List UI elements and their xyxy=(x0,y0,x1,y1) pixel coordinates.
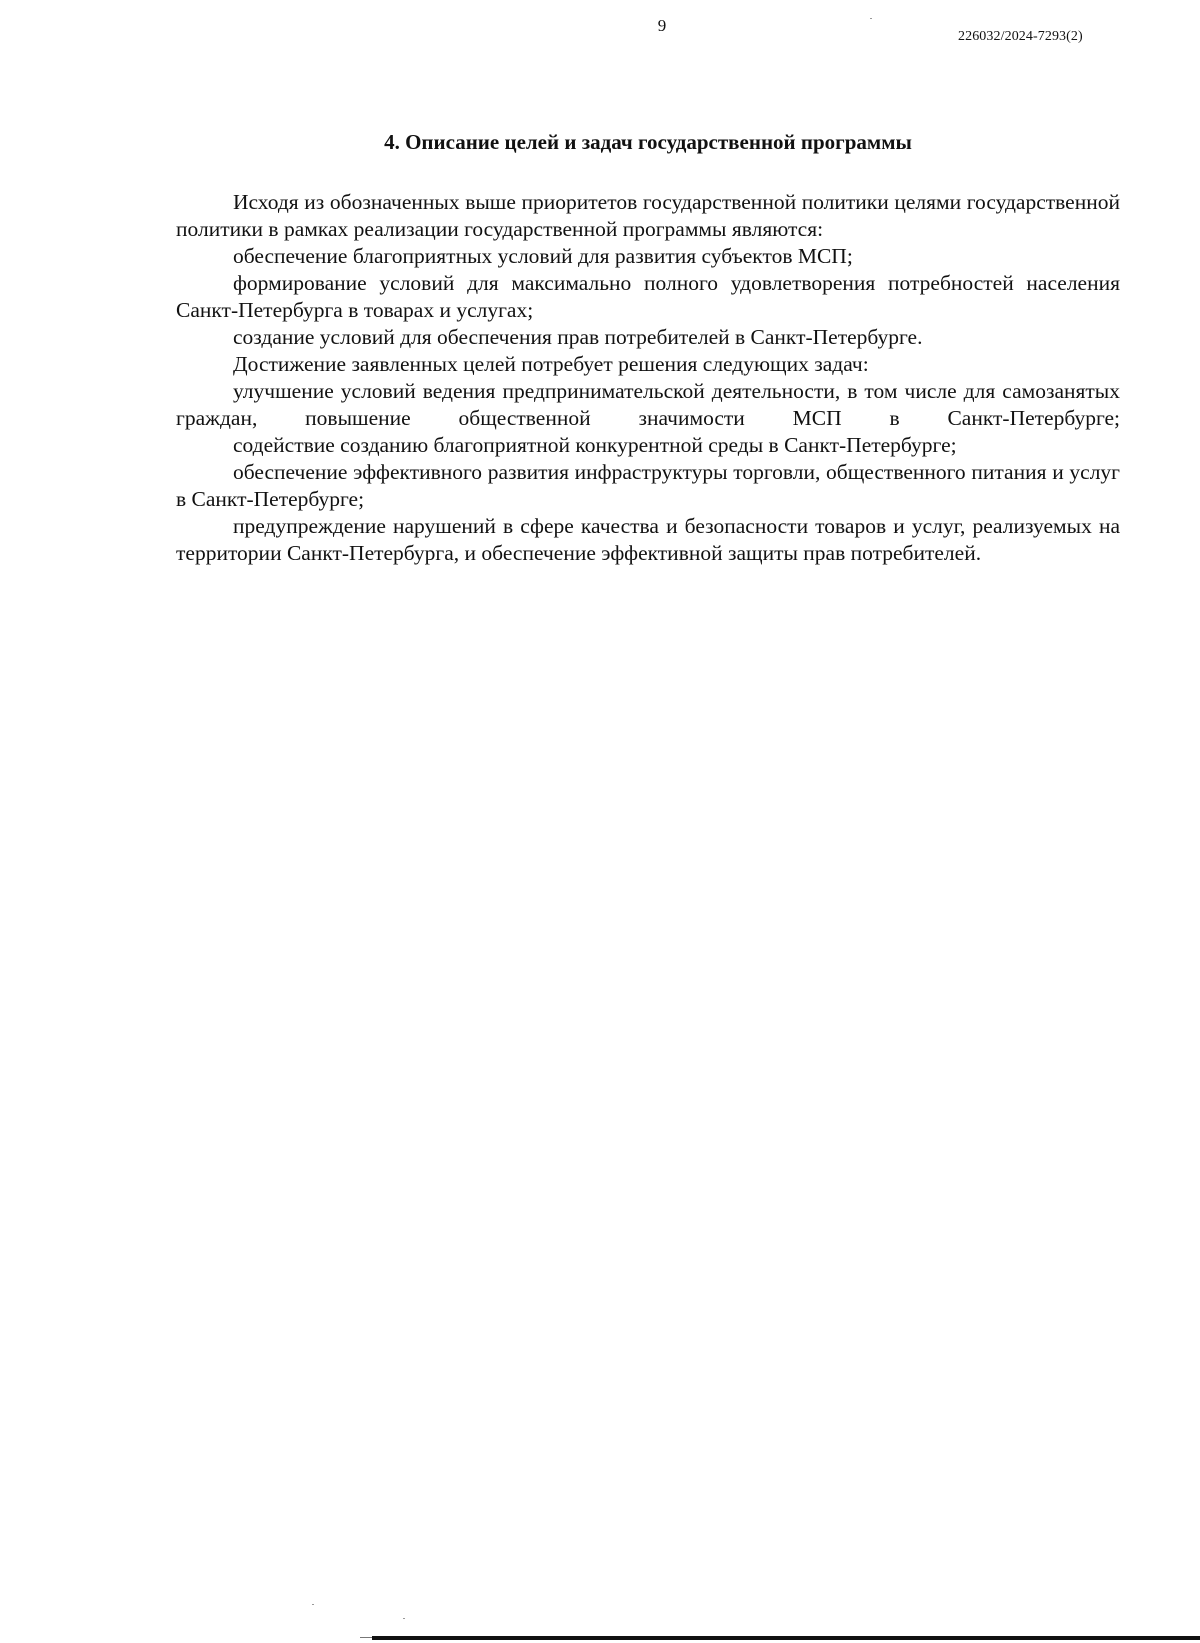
scan-speck xyxy=(870,18,872,19)
paragraph-task-4: предупреждение нарушений в сфере качества и безопасности товаров и услуг, реализуемых на территории Санкт-Петербурга, и обеспечение эффективной защиты прав потребителей. xyxy=(176,514,1120,565)
scan-edge-line xyxy=(372,1636,1200,1640)
section-body xyxy=(176,189,1120,567)
scan-speck xyxy=(312,1604,314,1605)
paragraph-tasks-intro: Достижение заявленных целей потребует решения следующих задач: xyxy=(233,352,869,376)
document-id: 226032/2024-7293(2) xyxy=(958,29,1083,44)
paragraph-task-2: содействие созданию благоприятной конкурентной среды в Санкт-Петербурге; xyxy=(233,433,957,457)
scan-speck xyxy=(403,1618,405,1619)
paragraph-task-1: улучшение условий ведения предпринимательской деятельности, в том числе для самозанятых граждан, повышение общественной значимости МСП в Санкт-Петербурге; xyxy=(176,379,1120,430)
section-heading: 4. Описание целей и задач государственной программы xyxy=(384,130,912,154)
paragraph-goal-1: обеспечение благоприятных условий для развития субъектов МСП; xyxy=(233,244,853,268)
paragraph-goals-intro: Исходя из обозначенных выше приоритетов государственной политики целями государственной политики в рамках реализации государственной программы являются: xyxy=(176,190,1120,241)
paragraph-task-3: обеспечение эффективного развития инфраструктуры торговли, общественного питания и услуг в Санкт-Петербурге; xyxy=(176,460,1120,511)
scan-edge-line xyxy=(360,1637,372,1638)
page-number: 9 xyxy=(657,16,667,35)
paragraph-goal-2: формирование условий для максимально полного удовлетворения потребностей населения Санкт-Петербурга в товарах и услугах; xyxy=(176,271,1120,322)
paragraph-goal-3: создание условий для обеспечения прав потребителей в Санкт-Петербурге. xyxy=(233,325,923,349)
